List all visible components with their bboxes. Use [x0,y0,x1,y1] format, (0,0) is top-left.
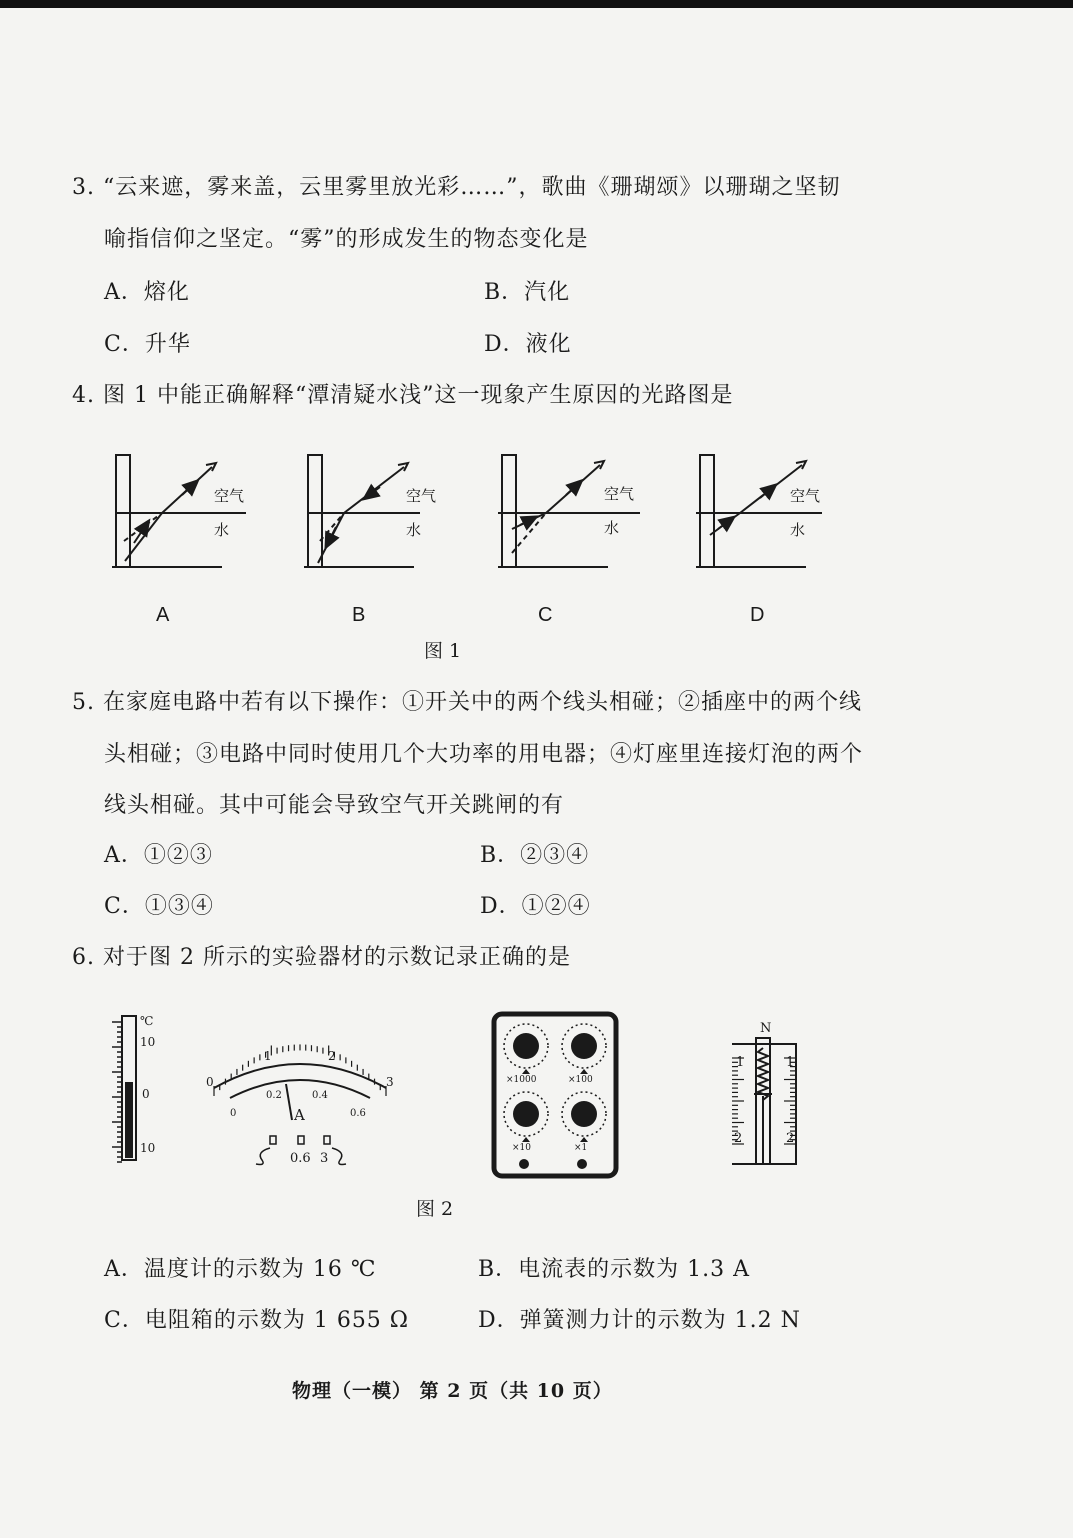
q5-stem-line3: 线头相碰。其中可能会导致空气开关跳闸的有 [104,793,565,818]
ammeter-upper-3: 3 [386,1075,394,1089]
diagram-c[interactable] [498,455,640,567]
figure-2-caption: 图 2 [416,1198,454,1220]
q3-option-a[interactable]: A．熔化 [104,280,190,305]
spring-mark-left-1: 1 [736,1055,745,1070]
resistance-box [490,1010,620,1180]
terminal-left [519,1159,529,1169]
diagram-d-water-label: 水 [790,521,806,539]
terminal-right [577,1159,587,1169]
spring-mark-right-1: 1 [786,1055,795,1070]
q6-stem: 6. 对于图 2 所示的实验器材的示数记录正确的是 [72,945,571,970]
light-path-diagrams [0,445,1073,625]
dial-multiplier-1000: ×1000 [506,1075,537,1085]
q6-option-c[interactable]: C．电阻箱的示数为 1 655 Ω [104,1308,410,1333]
q5-stem-line1: 5. 在家庭电路中若有以下操作：①开关中的两个线头相碰；②插座中的两个线 [72,690,862,715]
diagram-label-a: A [156,604,170,626]
ammeter-symbol: A [294,1106,305,1124]
q3-option-b[interactable]: B．汽化 [484,280,571,305]
figure-1-caption: 图 1 [424,640,462,662]
thermometer-label-top: 10 [140,1035,156,1049]
ammeter-upper-2: 2 [328,1049,336,1063]
diagram-a-air-label: 空气 [214,487,245,505]
dial-multiplier-10: ×10 [512,1143,531,1153]
q5-option-c[interactable]: C．①③④ [104,894,214,919]
ammeter-terminal-3: 3 [320,1151,329,1166]
q6-option-d[interactable]: D．弹簧测力计的示数为 1.2 N [478,1308,801,1333]
q3-stem-line2: 喻指信仰之坚定。“雾”的形成发生的物态变化是 [104,227,589,252]
q5-option-b[interactable]: B．②③④ [480,843,590,868]
ammeter-upper-0: 0 [206,1075,214,1089]
top-border [0,0,1073,8]
diagram-a-water-label: 水 [214,521,230,539]
ammeter [200,1040,400,1170]
thermometer-label-bottom: 10 [140,1141,156,1155]
page-footer: 物理（一模） 第 2 页（共 10 页） [292,1380,613,1402]
diagram-b-air-label: 空气 [406,487,437,505]
ammeter-lower-3: 0.6 [350,1108,366,1119]
diagram-c-water-label: 水 [604,519,620,537]
ammeter-lower-2: 0.4 [312,1090,328,1101]
diagram-a[interactable] [112,455,246,567]
diagram-b[interactable] [304,455,420,567]
diagram-label-d: D [750,604,765,626]
q5-option-d[interactable]: D．①②④ [480,894,591,919]
q6-option-b[interactable]: B．电流表的示数为 1.3 A [478,1257,751,1282]
spring-mark-left-2: 2 [734,1131,743,1146]
diagram-c-air-label: 空气 [604,485,635,503]
diagram-d-air-label: 空气 [790,487,821,505]
q3-stem-line1: 3. “云来遮，雾来盖，云里雾里放光彩……”，歌曲《珊瑚颂》以珊瑚之坚韧 [72,175,841,200]
ammeter-lower-1: 0.2 [266,1090,282,1101]
diagram-label-c: C [538,604,553,626]
thermometer [112,1012,182,1162]
q4-stem: 4. 图 1 中能正确解释“潭清疑水浅”这一现象产生原因的光路图是 [72,383,734,408]
ammeter-lower-0: 0 [230,1108,237,1119]
spring-mark-right-2: 2 [786,1131,795,1146]
diagram-b-water-label: 水 [406,521,422,539]
q3-option-d[interactable]: D．液化 [484,332,572,357]
q5-option-a[interactable]: A．①②③ [104,843,213,868]
q6-option-a[interactable]: A．温度计的示数为 16 ℃ [104,1257,377,1282]
q5-stem-line2: 头相碰；③电路中同时使用几个大功率的用电器；④灯座里连接灯泡的两个 [104,742,864,767]
dial-multiplier-1: ×1 [574,1143,588,1153]
thermometer-label-mid: 0 [142,1087,150,1101]
dial-multiplier-100: ×100 [568,1075,593,1085]
diagram-label-b: B [352,604,366,626]
spring-scale [726,1018,806,1168]
q3-option-c[interactable]: C．升华 [104,332,191,357]
diagram-d[interactable] [696,455,822,567]
ammeter-upper-1: 1 [264,1049,272,1063]
spring-scale-unit: N [760,1021,772,1036]
thermometer-unit: ℃ [140,1014,154,1028]
ammeter-terminal-06: 0.6 [290,1151,311,1166]
